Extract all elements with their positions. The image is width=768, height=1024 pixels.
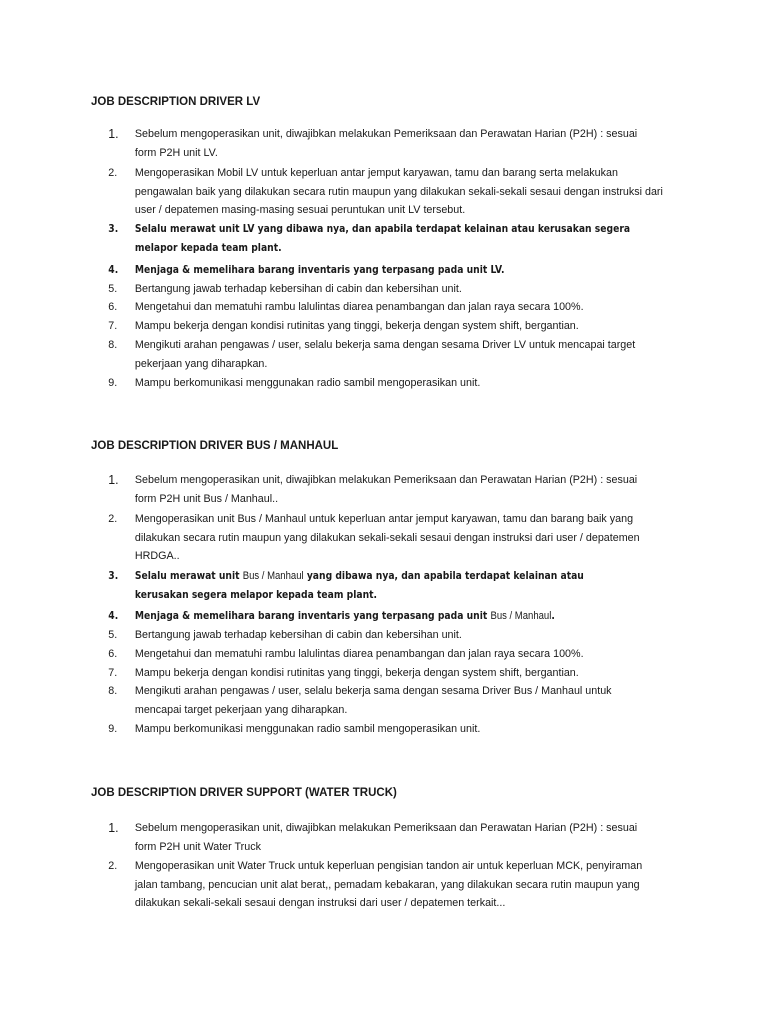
item-text: Mampu berkomunikasi menggunakan radio sambil mengoperasikan unit. bbox=[134, 377, 481, 389]
item-number: 5. bbox=[108, 629, 118, 641]
item-text: Bertangung jawab terhadap kebersihan di cabin dan kebersihan unit. bbox=[134, 629, 462, 641]
item-number: 1. bbox=[108, 472, 119, 487]
section-title-driver-lv: JOB DESCRIPTION DRIVER LV bbox=[91, 96, 261, 108]
item-number: 2. bbox=[108, 513, 118, 525]
item-number: 9. bbox=[108, 377, 118, 389]
item-number: 6. bbox=[108, 648, 118, 660]
item-text: Mengetahui dan mematuhi rambu lalulintas diarea penambangan dan jalan raya secara 100%. bbox=[134, 301, 584, 313]
item-text: Sebelum mengoperasikan unit, diwajibkan melakukan Pemeriksaan dan Perawatan Harian (P2H) : sesuai form P2H unit Bus / Manhaul.. bbox=[134, 474, 638, 505]
item-number: 2. bbox=[108, 860, 118, 872]
item-number: 4. bbox=[108, 263, 119, 276]
item-text: Sebelum mengoperasikan unit, diwajibkan melakukan Pemeriksaan dan Perawatan Harian (P2H) : sesuai form P2H unit LV. bbox=[134, 128, 638, 159]
item-text: Mengoperasikan unit Water Truck untuk keperluan pengisian tandon air untuk keperluan MCK, penyiraman jalan tambang, pencucian unit alat berat,, pemadam kebakaran, yang dilakukan secara rutin maupun yang dilakukan sekali-sekali sesaui dengan instruksi dari user / depatemen terkait... bbox=[134, 860, 643, 909]
item-number: 8. bbox=[108, 685, 118, 697]
item-number: 3. bbox=[108, 222, 119, 235]
item-text: Mengikuti arahan pengawas / user, selalu bekerja sama dengan sesama Driver LV untuk mencapai target pekerjaan yang diharapkan. bbox=[134, 339, 636, 370]
item-number: 7. bbox=[108, 320, 118, 332]
item-text: Selalu merawat unit Bus / Manhaul yang dibawa nya, dan apabila terdapat kelainan atau kerusakan segera melapor kepada team plant. bbox=[134, 569, 584, 601]
item-text: Menjaga & memelihara barang inventaris yang terpasang pada unit Bus / Manhaul. bbox=[134, 609, 555, 622]
section-title-driver-bus-manhaul: JOB DESCRIPTION DRIVER BUS / MANHAUL bbox=[91, 440, 339, 452]
item-number: 2. bbox=[108, 167, 118, 179]
item-text: Mengetahui dan mematuhi rambu lalulintas diarea penambangan dan jalan raya secara 100%. bbox=[134, 648, 584, 660]
item-number: 5. bbox=[108, 283, 118, 295]
item-number: 9. bbox=[108, 723, 118, 735]
item-text: Selalu merawat unit LV yang dibawa nya, dan apabila terdapat kelainan atau kerusakan segera melapor kepada team plant. bbox=[134, 222, 631, 254]
item-text: Sebelum mengoperasikan unit, diwajibkan melakukan Pemeriksaan dan Perawatan Harian (P2H) : sesuai form P2H unit Water Truck bbox=[134, 822, 638, 853]
section-title-driver-support-water-truck: JOB DESCRIPTION DRIVER SUPPORT (WATER TRUCK) bbox=[91, 787, 397, 799]
item-number: 3. bbox=[108, 569, 119, 582]
item-number: 4. bbox=[108, 609, 119, 622]
item-text: Mengikuti arahan pengawas / user, selalu bekerja sama dengan sesama Driver Bus / Manhaul untuk mencapai target pekerjaan yang diharapkan. bbox=[134, 685, 612, 716]
item-number: 6. bbox=[108, 301, 118, 313]
item-text: Mampu bekerja dengan kondisi rutinitas yang tinggi, bekerja dengan system shift, bergantian. bbox=[134, 320, 579, 332]
item-text: Bertangung jawab terhadap kebersihan di cabin dan kebersihan unit. bbox=[134, 283, 462, 295]
item-number: 8. bbox=[108, 339, 118, 351]
item-text: Mengoperasikan unit Bus / Manhaul untuk keperluan antar jemput karyawan, tamu dan barang baik yang dilakukan secara rutin maupun yang dilakukan sekali-sekali sesaui dengan instruksi dari user / depatemen HRDGA.. bbox=[134, 513, 640, 562]
item-text: Menjaga & memelihara barang inventaris yang terpasang pada unit LV. bbox=[134, 263, 505, 276]
item-text: Mampu berkomunikasi menggunakan radio sambil mengoperasikan unit. bbox=[134, 723, 481, 735]
item-number: 1. bbox=[108, 820, 119, 835]
item-text: Mengoperasikan Mobil LV untuk keperluan antar jemput karyawan, tamu dan barang serta melakukan pengawalan baik yang dilakukan secara rutin maupun yang dilakukan sekali-sekali sesaui dengan instruksi dari user / depatemen masing-masing sesuai peruntukan unit LV tersebut. bbox=[134, 167, 663, 216]
item-number: 7. bbox=[108, 667, 118, 679]
item-text: Mampu bekerja dengan kondisi rutinitas yang tinggi, bekerja dengan system shift, bergantian. bbox=[134, 667, 579, 679]
item-number: 1. bbox=[108, 126, 119, 141]
